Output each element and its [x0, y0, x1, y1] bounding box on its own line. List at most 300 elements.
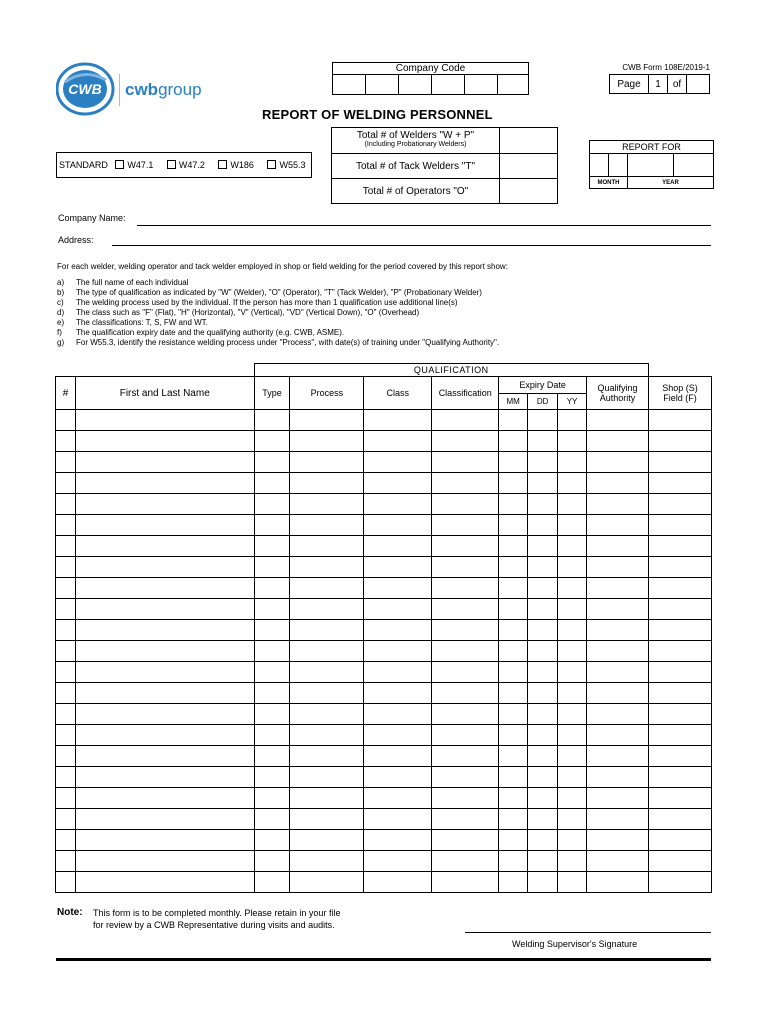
- table-cell[interactable]: [528, 872, 558, 893]
- table-cell[interactable]: [558, 536, 587, 557]
- table-cell[interactable]: [499, 788, 528, 809]
- table-cell[interactable]: [290, 746, 364, 767]
- table-cell[interactable]: [558, 704, 587, 725]
- table-cell[interactable]: [290, 536, 364, 557]
- table-cell[interactable]: [499, 851, 528, 872]
- table-cell[interactable]: [499, 515, 528, 536]
- table-cell[interactable]: [290, 494, 364, 515]
- col-authority-header: Qualifying Authority: [587, 377, 649, 410]
- table-cell[interactable]: [290, 809, 364, 830]
- table-cell[interactable]: [56, 515, 76, 536]
- table-cell[interactable]: [649, 725, 712, 746]
- instructions-intro: For each welder, welding operator and tack welder employed in shop or field welding for the period covered by this report show:: [57, 262, 508, 271]
- company-code-cell[interactable]: [365, 74, 366, 94]
- table-row: [56, 683, 712, 704]
- table-cell[interactable]: [558, 620, 587, 641]
- table-cell[interactable]: [56, 809, 76, 830]
- table-cell[interactable]: [75, 452, 254, 473]
- table-cell[interactable]: [587, 599, 649, 620]
- table-cell[interactable]: [499, 704, 528, 725]
- table-cell[interactable]: [528, 788, 558, 809]
- table-cell[interactable]: [75, 851, 254, 872]
- table-cell[interactable]: [75, 746, 254, 767]
- table-cell[interactable]: [290, 788, 364, 809]
- table-cell[interactable]: [56, 557, 76, 578]
- company-code-cell[interactable]: [398, 74, 399, 94]
- table-cell[interactable]: [528, 662, 558, 683]
- table-cell[interactable]: [75, 767, 254, 788]
- table-cell[interactable]: [254, 578, 290, 599]
- table-cell[interactable]: [254, 494, 290, 515]
- table-cell[interactable]: [56, 620, 76, 641]
- address-label: Address:: [58, 235, 94, 245]
- welders-total-sub: (Including Probationary Welders): [364, 141, 467, 148]
- table-cell[interactable]: [587, 725, 649, 746]
- table-cell[interactable]: [499, 662, 528, 683]
- table-cell[interactable]: [364, 620, 432, 641]
- month-label: MONTH: [590, 177, 628, 189]
- table-cell[interactable]: [56, 704, 76, 725]
- operators-total-field[interactable]: [500, 179, 558, 204]
- table-cell[interactable]: [254, 641, 290, 662]
- table-row: [56, 515, 712, 536]
- page-total[interactable]: [687, 75, 710, 94]
- company-code-cell[interactable]: [497, 74, 498, 94]
- table-cell[interactable]: [587, 515, 649, 536]
- table-cell[interactable]: [56, 536, 76, 557]
- table-cell[interactable]: [364, 872, 432, 893]
- table-cell[interactable]: [364, 662, 432, 683]
- table-cell[interactable]: [649, 557, 712, 578]
- table-cell[interactable]: [432, 641, 499, 662]
- table-cell[interactable]: [499, 830, 528, 851]
- table-cell[interactable]: [56, 830, 76, 851]
- table-cell[interactable]: [56, 788, 76, 809]
- table-cell[interactable]: [56, 725, 76, 746]
- table-cell[interactable]: [432, 851, 499, 872]
- table-cell[interactable]: [56, 473, 76, 494]
- table-cell[interactable]: [364, 578, 432, 599]
- table-cell[interactable]: [290, 683, 364, 704]
- table-cell[interactable]: [254, 473, 290, 494]
- table-cell[interactable]: [75, 515, 254, 536]
- table-cell[interactable]: [587, 809, 649, 830]
- table-cell[interactable]: [432, 536, 499, 557]
- table-cell[interactable]: [649, 431, 712, 452]
- table-cell[interactable]: [364, 431, 432, 452]
- table-cell[interactable]: [254, 683, 290, 704]
- table-cell[interactable]: [254, 557, 290, 578]
- company-code-cell[interactable]: [464, 74, 465, 94]
- table-cell[interactable]: [499, 746, 528, 767]
- table-cell[interactable]: [75, 431, 254, 452]
- table-cell[interactable]: [649, 515, 712, 536]
- table-cell[interactable]: [75, 620, 254, 641]
- table-cell[interactable]: [290, 725, 364, 746]
- table-row: [56, 620, 712, 641]
- table-cell[interactable]: [75, 494, 254, 515]
- table-cell[interactable]: [56, 767, 76, 788]
- table-cell[interactable]: [364, 536, 432, 557]
- table-cell[interactable]: [649, 746, 712, 767]
- table-cell[interactable]: [364, 557, 432, 578]
- signature-field[interactable]: [465, 932, 711, 933]
- table-cell[interactable]: [56, 641, 76, 662]
- table-cell[interactable]: [649, 536, 712, 557]
- table-cell[interactable]: [558, 599, 587, 620]
- table-cell[interactable]: [528, 851, 558, 872]
- table-cell[interactable]: [649, 641, 712, 662]
- table-cell[interactable]: [587, 620, 649, 641]
- table-cell[interactable]: [290, 599, 364, 620]
- page-number[interactable]: 1: [649, 75, 668, 94]
- table-cell[interactable]: [432, 683, 499, 704]
- table-cell[interactable]: [528, 641, 558, 662]
- table-cell[interactable]: [290, 872, 364, 893]
- table-cell[interactable]: [56, 431, 76, 452]
- table-cell[interactable]: [558, 578, 587, 599]
- table-cell[interactable]: [290, 620, 364, 641]
- table-cell[interactable]: [528, 410, 558, 431]
- table-cell[interactable]: [558, 725, 587, 746]
- table-cell[interactable]: [649, 662, 712, 683]
- table-cell[interactable]: [558, 494, 587, 515]
- table-cell[interactable]: [587, 851, 649, 872]
- table-row: [56, 830, 712, 851]
- table-cell[interactable]: [290, 578, 364, 599]
- table-cell[interactable]: [364, 641, 432, 662]
- table-cell[interactable]: [649, 872, 712, 893]
- standard-option-w47-2[interactable]: W47.2: [167, 160, 205, 170]
- table-cell[interactable]: [432, 725, 499, 746]
- table-cell[interactable]: [432, 662, 499, 683]
- table-cell[interactable]: [528, 620, 558, 641]
- table-cell[interactable]: [558, 872, 587, 893]
- table-cell[interactable]: [290, 662, 364, 683]
- table-cell[interactable]: [499, 431, 528, 452]
- table-cell[interactable]: [75, 704, 254, 725]
- table-cell[interactable]: [432, 809, 499, 830]
- table-cell[interactable]: [432, 494, 499, 515]
- table-cell[interactable]: [528, 473, 558, 494]
- address-field[interactable]: [112, 245, 711, 246]
- col-yy-header: YY: [558, 394, 587, 410]
- tack-welders-total-label: Total # of Tack Welders "T": [332, 154, 500, 179]
- standard-box: [56, 152, 312, 178]
- table-cell[interactable]: [499, 410, 528, 431]
- table-cell[interactable]: [558, 662, 587, 683]
- table-cell[interactable]: [587, 473, 649, 494]
- table-cell[interactable]: [587, 704, 649, 725]
- table-cell[interactable]: [75, 872, 254, 893]
- table-cell[interactable]: [254, 599, 290, 620]
- table-cell[interactable]: [432, 746, 499, 767]
- checkbox-icon[interactable]: [167, 160, 176, 169]
- table-cell[interactable]: [649, 410, 712, 431]
- table-cell[interactable]: [254, 809, 290, 830]
- table-cell[interactable]: [75, 830, 254, 851]
- table-cell[interactable]: [432, 620, 499, 641]
- table-cell[interactable]: [290, 704, 364, 725]
- table-cell[interactable]: [75, 557, 254, 578]
- table-cell[interactable]: [75, 410, 254, 431]
- table-cell[interactable]: [432, 410, 499, 431]
- checkbox-icon[interactable]: [218, 160, 227, 169]
- welders-total-field[interactable]: [500, 128, 558, 154]
- month-cell[interactable]: [609, 154, 628, 177]
- table-cell[interactable]: [528, 746, 558, 767]
- table-cell[interactable]: [649, 578, 712, 599]
- month-cell[interactable]: [590, 154, 609, 177]
- table-row: [56, 704, 712, 725]
- table-row: [56, 662, 712, 683]
- table-cell[interactable]: [364, 599, 432, 620]
- table-cell[interactable]: [558, 515, 587, 536]
- table-cell[interactable]: [75, 599, 254, 620]
- table-cell[interactable]: [499, 494, 528, 515]
- table-cell[interactable]: [587, 788, 649, 809]
- table-cell[interactable]: [587, 494, 649, 515]
- table-cell[interactable]: [364, 452, 432, 473]
- table-cell[interactable]: [254, 725, 290, 746]
- table-cell[interactable]: [499, 620, 528, 641]
- table-cell[interactable]: [499, 725, 528, 746]
- table-cell[interactable]: [558, 683, 587, 704]
- brand-name: [125, 80, 202, 100]
- table-cell[interactable]: [499, 473, 528, 494]
- table-cell[interactable]: [587, 683, 649, 704]
- table-cell[interactable]: [254, 788, 290, 809]
- table-cell[interactable]: [290, 410, 364, 431]
- checkbox-icon[interactable]: [267, 160, 276, 169]
- table-cell[interactable]: [587, 830, 649, 851]
- table-cell[interactable]: [254, 536, 290, 557]
- table-cell[interactable]: [499, 599, 528, 620]
- table-cell[interactable]: [290, 473, 364, 494]
- table-cell[interactable]: [558, 788, 587, 809]
- table-cell[interactable]: [364, 410, 432, 431]
- table-cell[interactable]: [75, 578, 254, 599]
- table-cell[interactable]: [499, 872, 528, 893]
- table-cell[interactable]: [528, 557, 558, 578]
- table-cell[interactable]: [528, 599, 558, 620]
- table-cell[interactable]: [649, 620, 712, 641]
- table-cell[interactable]: [558, 431, 587, 452]
- table-cell[interactable]: [364, 788, 432, 809]
- table-cell[interactable]: [56, 410, 76, 431]
- table-cell[interactable]: [290, 557, 364, 578]
- table-cell[interactable]: [558, 473, 587, 494]
- year-cell[interactable]: [628, 154, 674, 177]
- table-cell[interactable]: [432, 830, 499, 851]
- table-cell[interactable]: [290, 830, 364, 851]
- table-cell[interactable]: [587, 662, 649, 683]
- table-cell[interactable]: [364, 725, 432, 746]
- table-cell[interactable]: [364, 473, 432, 494]
- table-cell[interactable]: [499, 452, 528, 473]
- table-cell[interactable]: [587, 872, 649, 893]
- table-cell[interactable]: [528, 452, 558, 473]
- table-cell[interactable]: [649, 452, 712, 473]
- table-cell[interactable]: [254, 767, 290, 788]
- table-cell[interactable]: [290, 767, 364, 788]
- table-cell[interactable]: [254, 872, 290, 893]
- table-cell[interactable]: [75, 641, 254, 662]
- table-cell[interactable]: [75, 536, 254, 557]
- table-cell[interactable]: [364, 683, 432, 704]
- table-cell[interactable]: [558, 809, 587, 830]
- table-cell[interactable]: [364, 515, 432, 536]
- table-cell[interactable]: [432, 452, 499, 473]
- table-cell[interactable]: [56, 452, 76, 473]
- table-cell[interactable]: [528, 536, 558, 557]
- table-cell[interactable]: [364, 767, 432, 788]
- table-cell[interactable]: [649, 809, 712, 830]
- list-item: c) The welding process used by the individual. If the person has more than 1 qualification use additional line(s): [57, 298, 458, 307]
- table-cell[interactable]: [290, 452, 364, 473]
- table-cell[interactable]: [56, 851, 76, 872]
- table-cell[interactable]: [364, 809, 432, 830]
- table-cell[interactable]: [75, 473, 254, 494]
- table-cell[interactable]: [254, 662, 290, 683]
- table-cell[interactable]: [56, 683, 76, 704]
- table-cell[interactable]: [649, 494, 712, 515]
- table-cell[interactable]: [254, 452, 290, 473]
- table-cell[interactable]: [364, 494, 432, 515]
- table-cell[interactable]: [649, 851, 712, 872]
- table-cell[interactable]: [649, 704, 712, 725]
- table-cell[interactable]: [528, 578, 558, 599]
- table-cell[interactable]: [499, 536, 528, 557]
- year-cell[interactable]: [674, 154, 714, 177]
- table-cell[interactable]: [56, 578, 76, 599]
- table-cell[interactable]: [75, 788, 254, 809]
- table-cell[interactable]: [432, 557, 499, 578]
- page-of-label: of: [668, 75, 687, 94]
- table-cell[interactable]: [587, 452, 649, 473]
- table-cell[interactable]: [75, 662, 254, 683]
- table-cell[interactable]: [528, 683, 558, 704]
- table-cell[interactable]: [254, 851, 290, 872]
- table-cell[interactable]: [558, 641, 587, 662]
- table-cell[interactable]: [56, 872, 76, 893]
- table-cell[interactable]: [587, 746, 649, 767]
- table-cell[interactable]: [432, 788, 499, 809]
- table-cell[interactable]: [56, 746, 76, 767]
- table-cell[interactable]: [290, 515, 364, 536]
- table-cell[interactable]: [254, 410, 290, 431]
- table-cell[interactable]: [649, 788, 712, 809]
- table-cell[interactable]: [432, 473, 499, 494]
- table-cell[interactable]: [364, 704, 432, 725]
- standard-label: STANDARD: [59, 160, 108, 170]
- table-cell[interactable]: [75, 683, 254, 704]
- table-cell[interactable]: [499, 557, 528, 578]
- table-cell[interactable]: [364, 746, 432, 767]
- table-cell[interactable]: [528, 515, 558, 536]
- company-code-box: [332, 62, 529, 95]
- table-cell[interactable]: [558, 452, 587, 473]
- table-cell[interactable]: [499, 683, 528, 704]
- table-cell[interactable]: [432, 767, 499, 788]
- tack-welders-total-field[interactable]: [500, 154, 558, 179]
- table-cell[interactable]: [432, 578, 499, 599]
- table-cell[interactable]: [587, 431, 649, 452]
- table-cell[interactable]: [649, 599, 712, 620]
- table-cell[interactable]: [587, 536, 649, 557]
- table-cell[interactable]: [528, 830, 558, 851]
- table-cell[interactable]: [254, 620, 290, 641]
- table-cell[interactable]: [528, 494, 558, 515]
- standard-option-w47-1[interactable]: W47.1: [115, 160, 153, 170]
- table-cell[interactable]: [56, 494, 76, 515]
- table-cell[interactable]: [528, 725, 558, 746]
- table-cell[interactable]: [587, 641, 649, 662]
- table-cell[interactable]: [649, 683, 712, 704]
- checkbox-icon[interactable]: [115, 160, 124, 169]
- table-cell[interactable]: [558, 557, 587, 578]
- table-cell[interactable]: [290, 641, 364, 662]
- table-cell[interactable]: [558, 410, 587, 431]
- table-cell[interactable]: [290, 851, 364, 872]
- table-cell[interactable]: [649, 830, 712, 851]
- table-cell[interactable]: [528, 704, 558, 725]
- table-cell[interactable]: [254, 704, 290, 725]
- table-cell[interactable]: [254, 431, 290, 452]
- table-cell[interactable]: [558, 830, 587, 851]
- table-cell[interactable]: [499, 809, 528, 830]
- table-cell[interactable]: [432, 599, 499, 620]
- table-cell[interactable]: [528, 767, 558, 788]
- table-cell[interactable]: [432, 704, 499, 725]
- table-cell[interactable]: [75, 809, 254, 830]
- form-id: CWB Form 108E/2019-1: [622, 63, 710, 72]
- table-cell[interactable]: [528, 809, 558, 830]
- table-cell[interactable]: [587, 578, 649, 599]
- table-cell[interactable]: [649, 473, 712, 494]
- table-cell[interactable]: [254, 830, 290, 851]
- table-cell[interactable]: [587, 410, 649, 431]
- table-cell[interactable]: [290, 431, 364, 452]
- table-cell[interactable]: [254, 515, 290, 536]
- table-cell[interactable]: [364, 830, 432, 851]
- table-cell[interactable]: [364, 851, 432, 872]
- table-cell[interactable]: [649, 767, 712, 788]
- table-cell[interactable]: [499, 578, 528, 599]
- table-cell[interactable]: [56, 599, 76, 620]
- table-cell[interactable]: [254, 746, 290, 767]
- standard-option-w55-3[interactable]: W55.3: [267, 160, 305, 170]
- table-cell[interactable]: [528, 431, 558, 452]
- company-name-field[interactable]: [137, 225, 711, 226]
- table-cell[interactable]: [587, 557, 649, 578]
- table-cell[interactable]: [432, 431, 499, 452]
- standard-option-w186[interactable]: W186: [218, 160, 254, 170]
- list-item: f) The qualification expiry date and the qualifying authority (e.g. CWB, ASME).: [57, 328, 345, 337]
- table-cell[interactable]: [432, 872, 499, 893]
- report-for-label: REPORT FOR: [590, 141, 714, 154]
- table-cell[interactable]: [587, 767, 649, 788]
- table-cell[interactable]: [558, 746, 587, 767]
- company-code-cell[interactable]: [431, 74, 432, 94]
- table-cell[interactable]: [558, 767, 587, 788]
- table-cell[interactable]: [558, 851, 587, 872]
- table-cell[interactable]: [56, 662, 76, 683]
- table-cell[interactable]: [75, 725, 254, 746]
- table-cell[interactable]: [432, 515, 499, 536]
- table-cell[interactable]: [499, 767, 528, 788]
- table-cell[interactable]: [499, 641, 528, 662]
